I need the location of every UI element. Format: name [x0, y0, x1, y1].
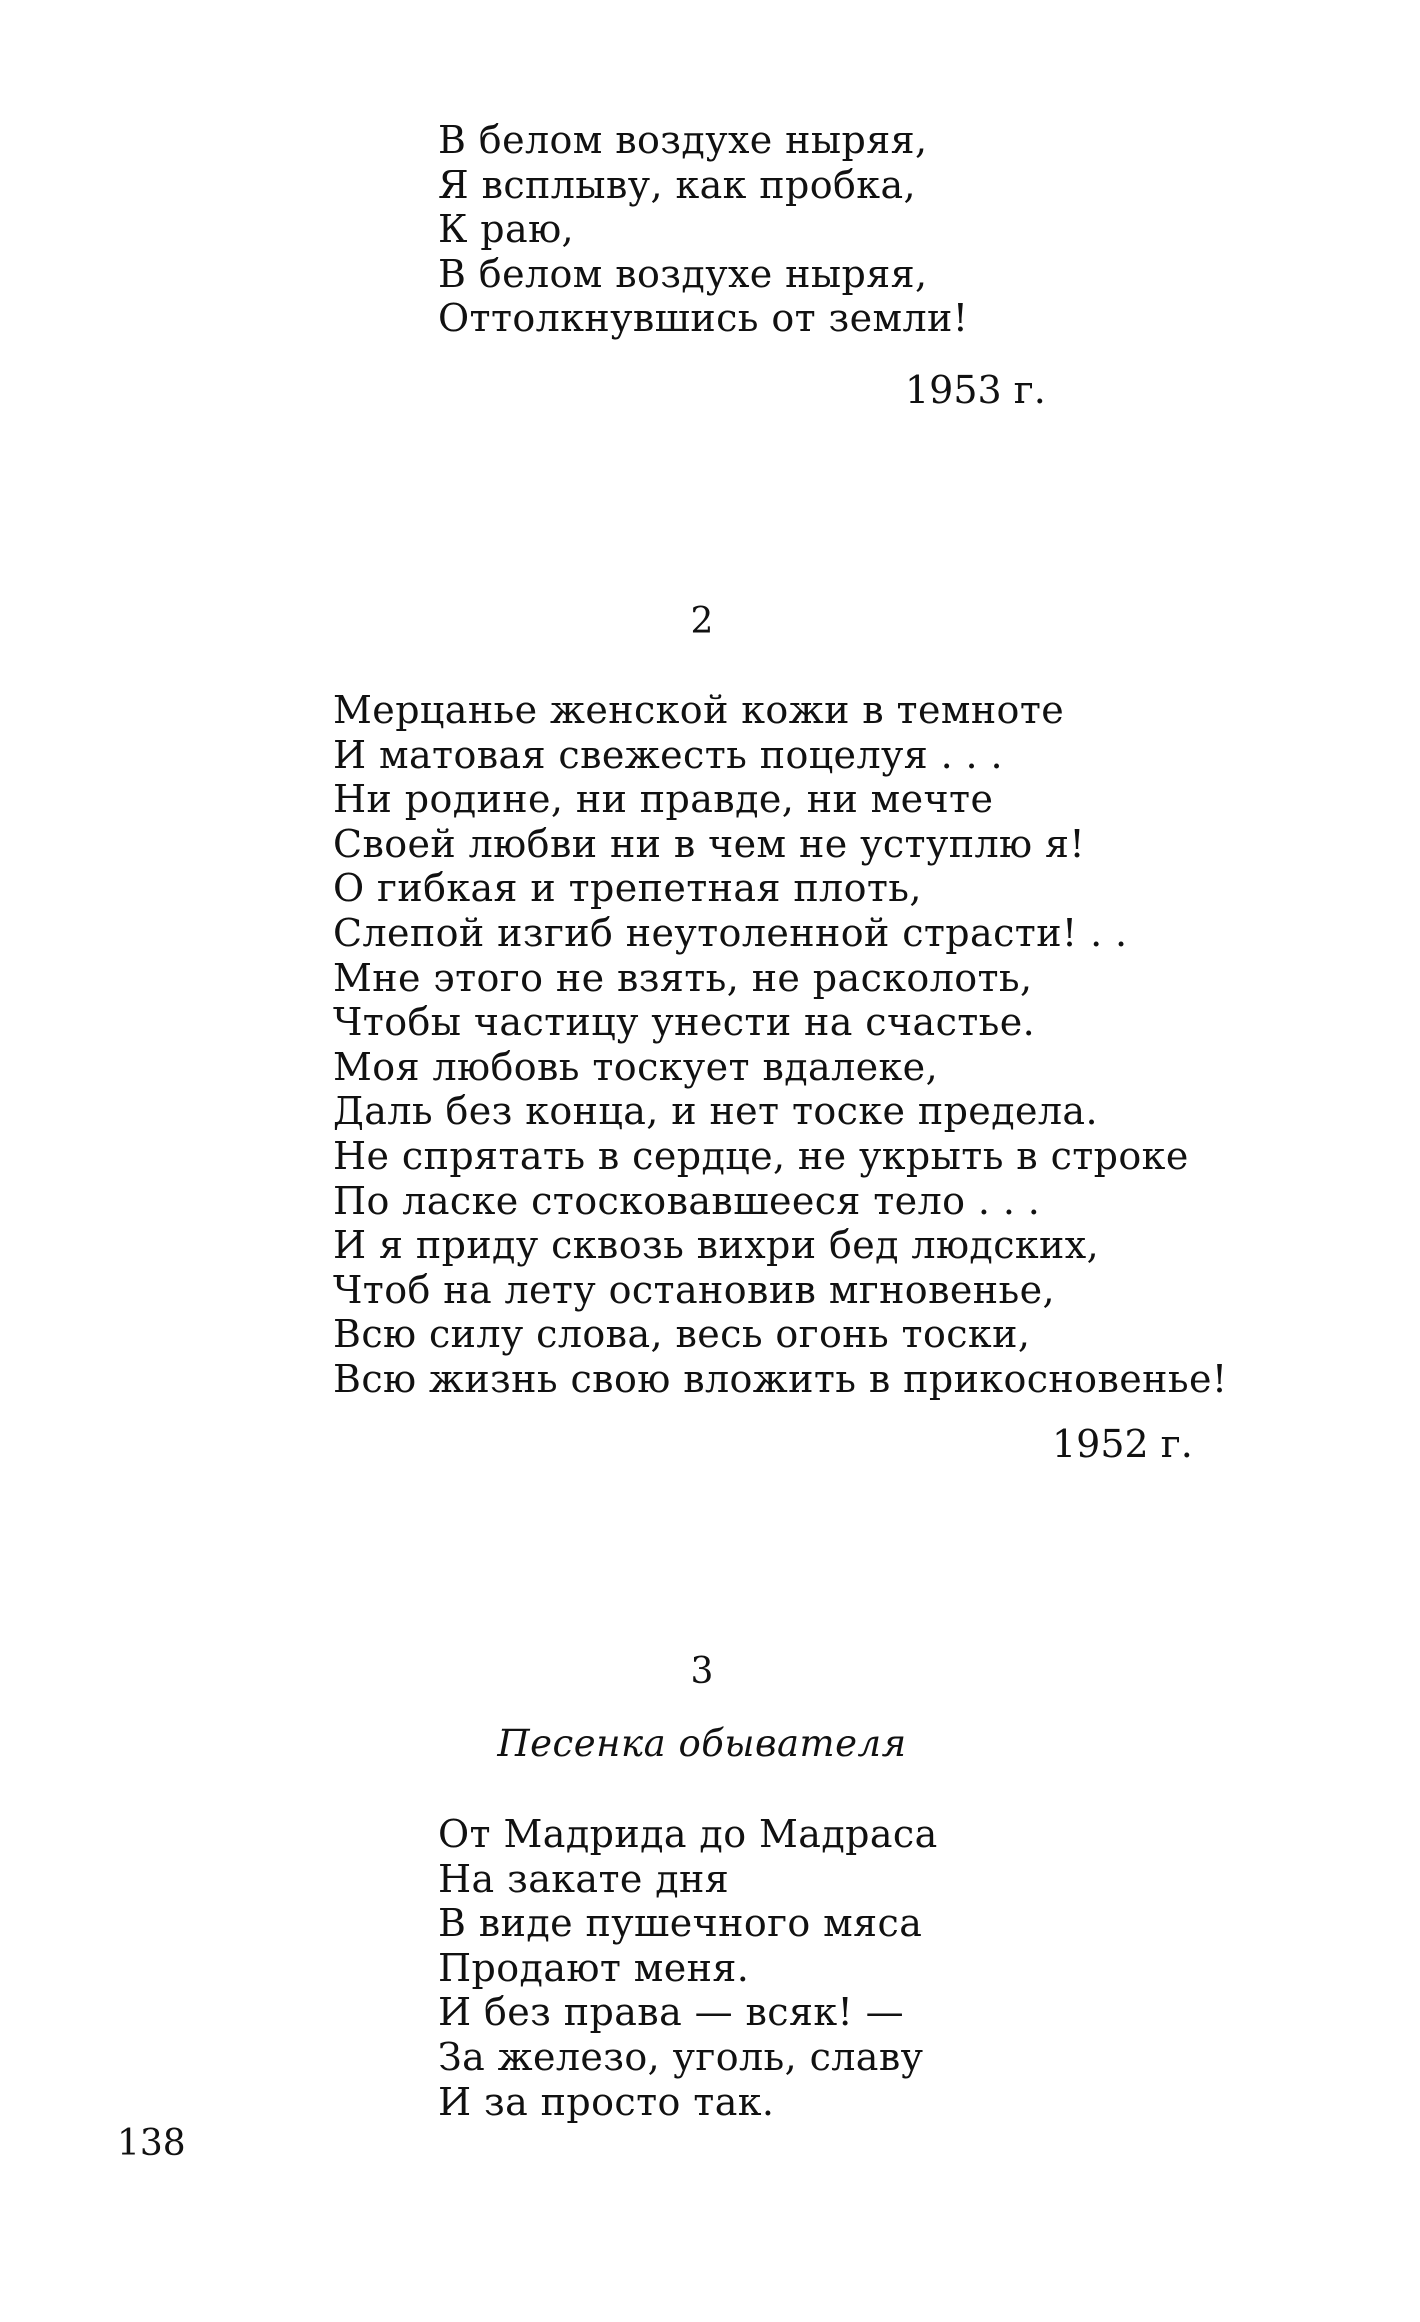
poem1-line: В белом воздухе ныряя,	[438, 118, 928, 162]
poem2-line: Не спрятать в сердце, не укрыть в строке	[333, 1133, 1189, 1178]
poem3-line: На закате дня	[438, 1856, 730, 1901]
poem2-line: Даль без конца, и нет тоске предела.	[333, 1089, 1098, 1134]
poem3-subtitle: Песенка обывателя	[497, 1722, 907, 1765]
poem1-line: К раю,	[438, 207, 575, 252]
poem2-line: Мне этого не взять, не расколоть,	[333, 955, 1033, 1000]
poem3-line: От Мадрида до Мадраса	[438, 1812, 938, 1856]
poem2-line: Чтоб на лету остановив мгновенье,	[333, 1267, 1055, 1312]
poem1-stanza	[438, 118, 968, 341]
poem3-line: В виде пушечного мяса	[438, 1901, 923, 1946]
poem2-line: Мерцанье женской кожи в темноте	[333, 688, 1065, 732]
poem2-number: 2	[690, 601, 714, 642]
poem2-stanza	[333, 688, 1228, 1402]
poem2-line: И я приду сквозь вихри бед людских,	[333, 1223, 1100, 1268]
poem2-line: О гибкая и трепетная плоть,	[333, 866, 922, 911]
poem1-line: Я всплыву, как пробка,	[438, 162, 916, 207]
poem1-line: Оттолкнувшись от земли!	[438, 296, 969, 341]
poem3-line: Продают меня.	[438, 1945, 750, 1990]
poem3-line: И без права — всяк! —	[438, 1990, 905, 2035]
poem2-line: По ласке стосковавшееся тело . . .	[333, 1178, 1041, 1223]
poem2-line: Всю силу слова, весь огонь тоски,	[333, 1312, 1031, 1357]
poem1-line: В белом воздухе ныряя,	[438, 251, 928, 296]
poem2-line: Своей любви ни в чем не уступлю я!	[333, 821, 1085, 866]
poem3-stanza	[438, 1812, 938, 2124]
poem3-line: И за просто так.	[438, 2079, 775, 2124]
poem2-line: Всю жизнь свою вложить в прикосновенье!	[333, 1356, 1228, 1401]
poem3-number: 3	[690, 1651, 714, 1692]
poem2-line: И матовая свежесть поцелуя . . .	[333, 732, 1003, 777]
poem2-date: 1952 г.	[1052, 1422, 1193, 1466]
poem1-date: 1953 г.	[905, 368, 1046, 412]
poem2-line: Чтобы частицу унести на счастье.	[333, 1000, 1036, 1045]
poem3-line: За железо, уголь, славу	[438, 2034, 924, 2079]
poem2-line: Ни родине, ни правде, ни мечте	[333, 777, 994, 822]
poem2-line: Моя любовь тоскует вдалеке,	[333, 1044, 939, 1089]
poem2-line: Слепой изгиб неутоленной страсти! . .	[333, 910, 1128, 955]
page-number: 138	[117, 2123, 186, 2164]
